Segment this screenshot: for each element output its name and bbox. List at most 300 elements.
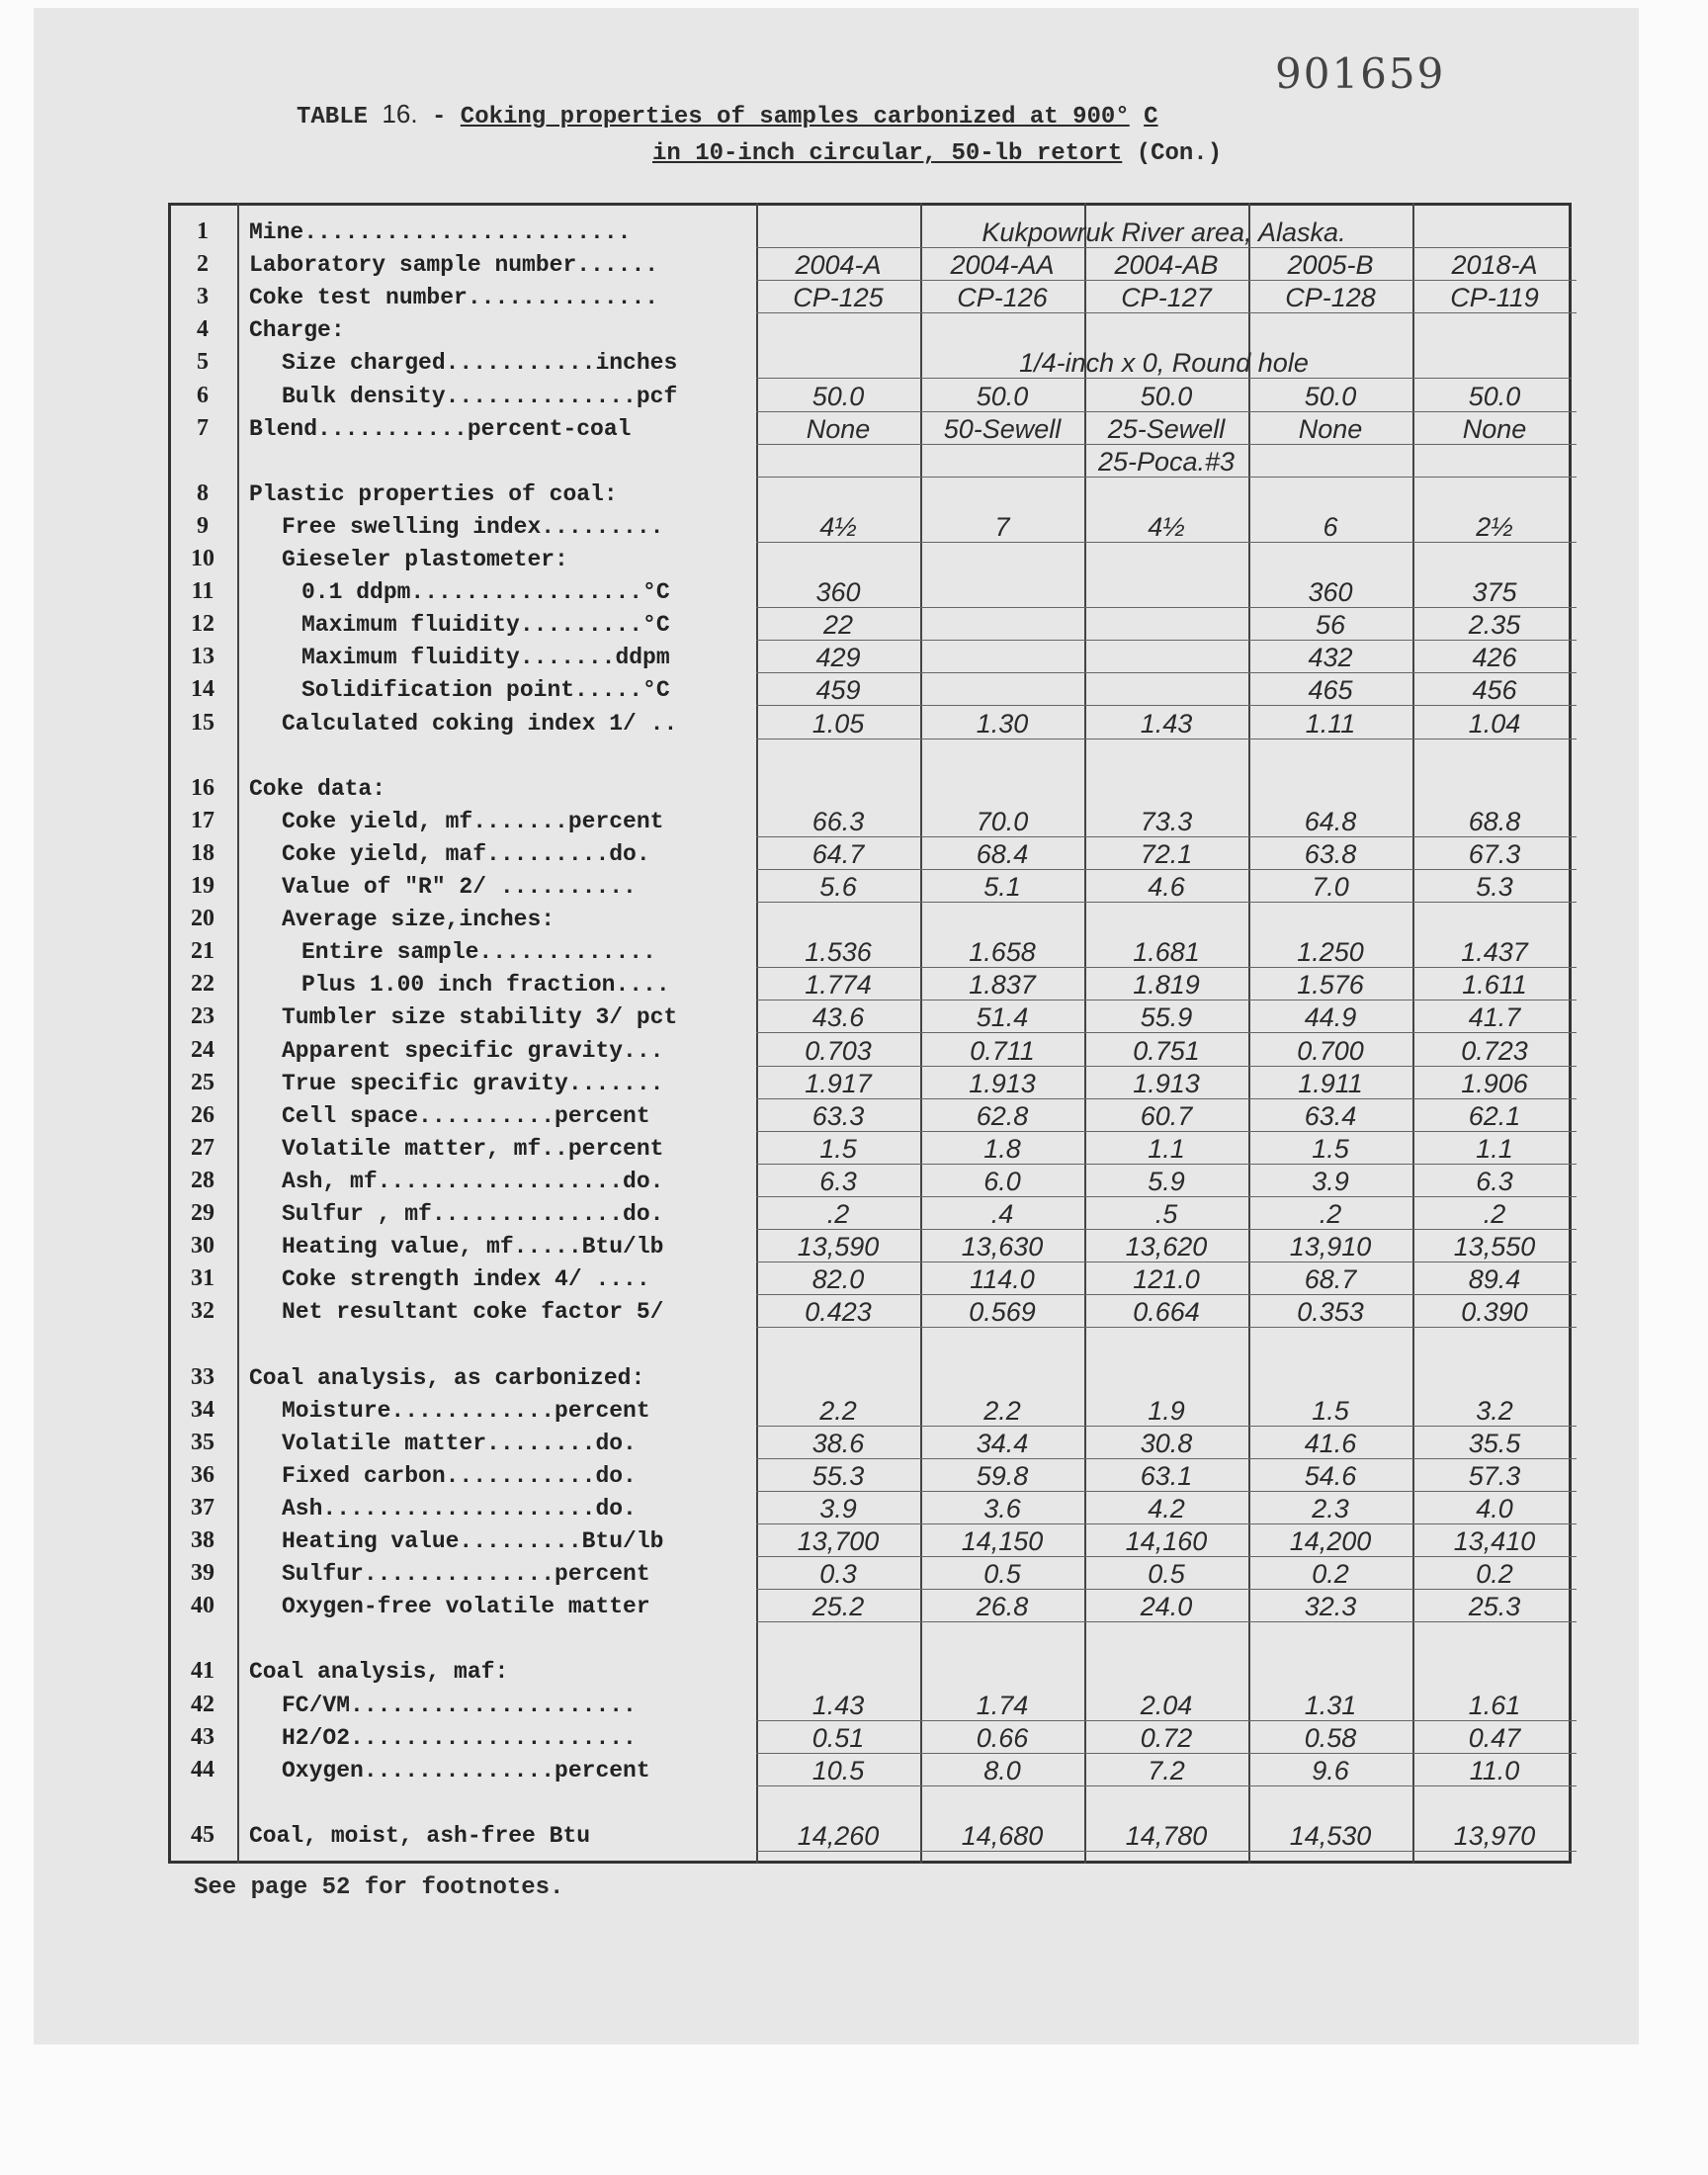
row-number: 22 — [191, 971, 214, 998]
title-dash: - — [431, 104, 447, 130]
spanning-value: 1/4-inch x 0, Round hole — [756, 348, 1572, 379]
row-number: 21 — [191, 938, 214, 965]
row-number: 29 — [191, 1200, 214, 1226]
title-line-2: in 10-inch circular, 50-lb retort — [652, 140, 1123, 167]
row-label: Coke yield, mf.......percent — [282, 808, 664, 834]
value-cell: 68.7 — [1248, 1264, 1412, 1295]
value-cell: 0.66 — [920, 1723, 1084, 1754]
value-cell: 50.0 — [756, 382, 920, 412]
value-cell: 465 — [1248, 675, 1412, 706]
value-cell: 10.5 — [756, 1756, 920, 1786]
row-label: Ash....................do. — [282, 1495, 637, 1522]
value-cell: 426 — [1412, 643, 1577, 673]
row-number: 40 — [191, 1593, 214, 1619]
row-number: 45 — [191, 1821, 214, 1848]
value-cell: 2004-A — [756, 250, 920, 281]
row-label: Coke strength index 4/ .... — [282, 1266, 650, 1293]
row-label: Apparent specific gravity... — [282, 1037, 664, 1064]
row-number: 13 — [191, 644, 214, 670]
table-row — [168, 1819, 1572, 1852]
value-cell: 82.0 — [756, 1264, 920, 1295]
row-label: Ash, mf..................do. — [282, 1168, 664, 1194]
value-cell: CP-125 — [756, 283, 920, 313]
value-cell: 14,530 — [1248, 1821, 1412, 1852]
value-cell: 13,410 — [1412, 1526, 1577, 1557]
row-label: Volatile matter........do. — [282, 1430, 637, 1456]
value-cell: 0.72 — [1084, 1723, 1248, 1754]
value-cell: 0.700 — [1248, 1036, 1412, 1067]
value-cell: 63.4 — [1248, 1101, 1412, 1132]
row-label: Sulfur..............percent — [282, 1561, 650, 1588]
row-label: Mine........................ — [249, 219, 632, 245]
table-row — [168, 1328, 1572, 1360]
value-cell: 2.2 — [920, 1396, 1084, 1427]
value-cell: 60.7 — [1084, 1101, 1248, 1132]
value-cell: 59.8 — [920, 1461, 1084, 1492]
table-row — [168, 412, 1572, 445]
value-cell: 1.31 — [1248, 1691, 1412, 1721]
value-cell — [1084, 610, 1248, 641]
value-cell: 7.2 — [1084, 1756, 1248, 1786]
value-cell: 6.3 — [756, 1167, 920, 1197]
row-number: 32 — [191, 1298, 214, 1325]
value-cell: 1.913 — [920, 1069, 1084, 1099]
value-cell — [1084, 675, 1248, 706]
value-cell — [920, 447, 1084, 478]
value-cell: 1.774 — [756, 970, 920, 1000]
row-label: Value of "R" 2/ .......... — [282, 874, 637, 900]
value-cell: 1.911 — [1248, 1069, 1412, 1099]
value-cell: .2 — [1248, 1199, 1412, 1230]
value-cell: 73.3 — [1084, 807, 1248, 837]
row-number: 20 — [191, 906, 214, 932]
value-cell: 55.3 — [756, 1461, 920, 1492]
table-row — [168, 870, 1572, 903]
table-title-continued — [652, 140, 1344, 180]
table-row — [168, 837, 1572, 870]
row-label: Solidification point.....°C — [301, 677, 670, 704]
value-cell: 13,550 — [1412, 1232, 1577, 1262]
value-cell: 459 — [756, 675, 920, 706]
row-label: Tumbler size stability 3/ pct — [282, 1004, 678, 1031]
row-label: Coal analysis, maf: — [249, 1659, 509, 1686]
table-number: 16. — [382, 99, 418, 129]
value-cell: 7 — [920, 512, 1084, 543]
table-row — [168, 248, 1572, 281]
row-number: 37 — [191, 1494, 214, 1521]
row-number: 4 — [197, 316, 209, 343]
value-cell: 24.0 — [1084, 1592, 1248, 1622]
value-cell: 13,630 — [920, 1232, 1084, 1262]
table-row — [168, 1262, 1572, 1295]
table-row — [168, 1524, 1572, 1557]
row-label: Coal, moist, ash-free Btu — [249, 1822, 591, 1849]
row-label: Calculated coking index 1/ .. — [282, 710, 678, 737]
spanning-value: Kukpowruk River area, Alaska. — [756, 218, 1572, 248]
table-row — [168, 1034, 1572, 1067]
value-cell: 13,970 — [1412, 1821, 1577, 1852]
table-row — [168, 445, 1572, 478]
table-row — [168, 1786, 1572, 1819]
row-label: Coke test number.............. — [249, 285, 659, 311]
value-cell: 1.43 — [1084, 709, 1248, 740]
row-number: 8 — [197, 479, 209, 506]
value-cell: 5.3 — [1412, 872, 1577, 903]
row-number: 28 — [191, 1167, 214, 1193]
value-cell: 50.0 — [920, 382, 1084, 412]
row-label: Heating value.........Btu/lb — [282, 1528, 664, 1554]
row-number: 5 — [197, 349, 209, 376]
value-cell: 63.1 — [1084, 1461, 1248, 1492]
value-cell: 41.7 — [1412, 1002, 1577, 1033]
table-title — [297, 99, 1384, 138]
value-cell: 50.0 — [1248, 382, 1412, 412]
value-cell: 1.5 — [756, 1134, 920, 1165]
table-row — [168, 281, 1572, 313]
value-cell: 3.9 — [756, 1494, 920, 1524]
table-row — [168, 641, 1572, 673]
value-cell — [920, 577, 1084, 608]
table-row — [168, 1230, 1572, 1262]
value-cell: 62.8 — [920, 1101, 1084, 1132]
value-cell: 0.390 — [1412, 1297, 1577, 1328]
table-row — [168, 772, 1572, 805]
value-cell: 8.0 — [920, 1756, 1084, 1786]
value-cell: 32.3 — [1248, 1592, 1412, 1622]
value-cell: 4½ — [1084, 512, 1248, 543]
row-label: H2/O2..................... — [282, 1724, 637, 1751]
value-cell: 5.9 — [1084, 1167, 1248, 1197]
row-label: Oxygen-free volatile matter — [282, 1594, 650, 1620]
row-number: 44 — [191, 1756, 214, 1783]
value-cell: 432 — [1248, 643, 1412, 673]
value-cell — [1084, 577, 1248, 608]
value-cell: 14,680 — [920, 1821, 1084, 1852]
value-cell: 5.1 — [920, 872, 1084, 903]
value-cell: 2.2 — [756, 1396, 920, 1427]
row-number: 33 — [191, 1363, 214, 1390]
table-row — [168, 543, 1572, 575]
value-cell: CP-126 — [920, 283, 1084, 313]
value-cell: .2 — [756, 1199, 920, 1230]
table-row — [168, 1689, 1572, 1721]
row-label: Net resultant coke factor 5/ — [282, 1299, 664, 1326]
value-cell: 1.658 — [920, 937, 1084, 968]
value-cell: 114.0 — [920, 1264, 1084, 1295]
row-number: 10 — [191, 546, 214, 571]
row-label: Bulk density..............pcf — [282, 383, 678, 409]
table-row — [168, 1132, 1572, 1165]
row-number: 1 — [197, 218, 209, 244]
value-cell: 0.47 — [1412, 1723, 1577, 1754]
row-number: 2 — [197, 251, 209, 278]
table-row — [168, 1295, 1572, 1328]
row-label: Free swelling index......... — [282, 513, 664, 540]
table-row — [168, 968, 1572, 1000]
row-number: 34 — [191, 1396, 214, 1423]
value-cell: 72.1 — [1084, 839, 1248, 870]
value-cell: 1.05 — [756, 709, 920, 740]
row-number: 16 — [191, 774, 214, 801]
value-cell: 66.3 — [756, 807, 920, 837]
value-cell — [1084, 643, 1248, 673]
row-number: 24 — [191, 1036, 214, 1063]
value-cell: 11.0 — [1412, 1756, 1577, 1786]
value-cell: 1.536 — [756, 937, 920, 968]
value-cell: 14,150 — [920, 1526, 1084, 1557]
value-cell: 14,780 — [1084, 1821, 1248, 1852]
row-label: Fixed carbon...........do. — [282, 1462, 637, 1489]
value-cell — [920, 675, 1084, 706]
value-cell: CP-127 — [1084, 283, 1248, 313]
value-cell: 0.751 — [1084, 1036, 1248, 1067]
value-cell: 360 — [1248, 577, 1412, 608]
table-row — [168, 380, 1572, 412]
value-cell — [920, 643, 1084, 673]
value-cell: 13,620 — [1084, 1232, 1248, 1262]
table-row — [168, 1492, 1572, 1524]
value-cell: CP-128 — [1248, 283, 1412, 313]
value-cell: 2005-B — [1248, 250, 1412, 281]
value-cell: 0.569 — [920, 1297, 1084, 1328]
value-cell: 13,700 — [756, 1526, 920, 1557]
row-label: Coke yield, maf.........do. — [282, 840, 650, 867]
value-cell: 2004-AB — [1084, 250, 1248, 281]
value-cell: 43.6 — [756, 1002, 920, 1033]
title-unit: C — [1144, 104, 1158, 130]
value-cell: 1.11 — [1248, 709, 1412, 740]
table-row — [168, 1099, 1572, 1132]
value-cell: 0.423 — [756, 1297, 920, 1328]
row-number: 11 — [191, 578, 214, 605]
value-cell: 6.0 — [920, 1167, 1084, 1197]
value-cell: 4.2 — [1084, 1494, 1248, 1524]
row-label: True specific gravity....... — [282, 1070, 664, 1096]
value-cell: 1.5 — [1248, 1134, 1412, 1165]
value-cell: 4.0 — [1412, 1494, 1577, 1524]
value-cell: 62.1 — [1412, 1101, 1577, 1132]
footnote: See page 52 for footnotes. — [194, 1874, 564, 1901]
value-cell: 50.0 — [1412, 382, 1577, 412]
value-cell: 3.9 — [1248, 1167, 1412, 1197]
value-cell: 68.4 — [920, 839, 1084, 870]
row-label: Plastic properties of coal: — [249, 480, 618, 507]
value-cell: 2018-A — [1412, 250, 1577, 281]
value-cell: 1.04 — [1412, 709, 1577, 740]
row-number: 17 — [191, 807, 214, 833]
table-label: TABLE — [297, 104, 369, 130]
value-cell: 68.8 — [1412, 807, 1577, 837]
value-cell: 3.2 — [1412, 1396, 1577, 1427]
row-label: Entire sample............. — [301, 939, 656, 966]
row-number: 35 — [191, 1429, 214, 1455]
value-cell: 2004-AA — [920, 250, 1084, 281]
row-number: 19 — [191, 873, 214, 899]
table-row — [168, 1427, 1572, 1459]
value-cell: 70.0 — [920, 807, 1084, 837]
value-cell: 1.437 — [1412, 937, 1577, 968]
row-label: Gieseler plastometer: — [282, 547, 568, 572]
table-row — [168, 1394, 1572, 1427]
row-number: 41 — [191, 1658, 214, 1685]
row-label: Charge: — [249, 317, 345, 344]
value-cell: 0.5 — [1084, 1559, 1248, 1590]
value-cell: 51.4 — [920, 1002, 1084, 1033]
table-row — [168, 1557, 1572, 1590]
row-number: 38 — [191, 1527, 214, 1553]
value-cell: 4.6 — [1084, 872, 1248, 903]
title-suffix: (Con.) — [1136, 140, 1223, 167]
row-label: Maximum fluidity.......ddpm — [301, 645, 670, 671]
table-row — [168, 1067, 1572, 1099]
value-cell: 1.837 — [920, 970, 1084, 1000]
value-cell: 1.576 — [1248, 970, 1412, 1000]
row-number: 42 — [191, 1691, 214, 1717]
value-cell: 0.3 — [756, 1559, 920, 1590]
value-cell: 1.61 — [1412, 1691, 1577, 1721]
value-cell: 50.0 — [1084, 382, 1248, 412]
table-row — [168, 1000, 1572, 1033]
table-row — [168, 510, 1572, 543]
value-cell — [920, 610, 1084, 641]
row-label: Heating value, mf.....Btu/lb — [282, 1234, 664, 1261]
value-cell: 64.8 — [1248, 807, 1412, 837]
value-cell: 30.8 — [1084, 1429, 1248, 1459]
row-label: Laboratory sample number...... — [249, 252, 659, 279]
table-row — [168, 1721, 1572, 1754]
value-cell: 1.681 — [1084, 937, 1248, 968]
value-cell: 1.913 — [1084, 1069, 1248, 1099]
value-cell: 1.74 — [920, 1691, 1084, 1721]
row-label: Volatile matter, mf..percent — [282, 1135, 664, 1162]
value-cell: 2½ — [1412, 512, 1577, 543]
value-cell: 456 — [1412, 675, 1577, 706]
row-number: 14 — [191, 676, 214, 703]
value-cell: 7.0 — [1248, 872, 1412, 903]
table-row — [168, 1622, 1572, 1655]
value-cell: 67.3 — [1412, 839, 1577, 870]
table-row — [168, 1754, 1572, 1786]
row-label: Cell space..........percent — [282, 1102, 650, 1129]
table-row — [168, 1361, 1572, 1394]
value-cell: None — [1248, 414, 1412, 445]
value-cell: 50-Sewell — [920, 414, 1084, 445]
row-number: 39 — [191, 1560, 214, 1587]
title-line-1: Coking properties of samples carbonized at 900° — [460, 104, 1130, 130]
row-number: 12 — [191, 611, 214, 638]
value-cell: 1.9 — [1084, 1396, 1248, 1427]
table-row — [168, 707, 1572, 740]
value-cell: 1.1 — [1412, 1134, 1577, 1165]
row-label: Plus 1.00 inch fraction.... — [301, 972, 670, 999]
row-label: Sulfur , mf..............do. — [282, 1201, 664, 1227]
row-number: 3 — [197, 284, 209, 310]
row-number: 15 — [191, 709, 214, 736]
value-cell: 35.5 — [1412, 1429, 1577, 1459]
table-row — [168, 903, 1572, 935]
value-cell: 64.7 — [756, 839, 920, 870]
value-cell: 0.58 — [1248, 1723, 1412, 1754]
row-label: Coal analysis, as carbonized: — [249, 1364, 645, 1391]
row-number: 25 — [191, 1069, 214, 1095]
value-cell: .2 — [1412, 1199, 1577, 1230]
table-row — [168, 575, 1572, 608]
value-cell: 38.6 — [756, 1429, 920, 1459]
value-cell: 1.906 — [1412, 1069, 1577, 1099]
row-number: 27 — [191, 1134, 214, 1161]
value-cell: 63.3 — [756, 1101, 920, 1132]
doc-number-main: 9016 — [1275, 49, 1389, 98]
value-cell: 429 — [756, 643, 920, 673]
value-cell: 14,260 — [756, 1821, 920, 1852]
value-cell: 1.30 — [920, 709, 1084, 740]
row-label: Coke data: — [249, 775, 386, 802]
value-cell: 6 — [1248, 512, 1412, 543]
table-row — [168, 313, 1572, 346]
value-cell: 25.2 — [756, 1592, 920, 1622]
table-row — [168, 608, 1572, 641]
value-cell: 0.2 — [1248, 1559, 1412, 1590]
value-cell: 2.3 — [1248, 1494, 1412, 1524]
table-row — [168, 805, 1572, 837]
value-cell: 375 — [1412, 577, 1577, 608]
table-row — [168, 478, 1572, 510]
value-cell: None — [756, 414, 920, 445]
value-cell: 0.2 — [1412, 1559, 1577, 1590]
value-cell: .4 — [920, 1199, 1084, 1230]
value-cell: 54.6 — [1248, 1461, 1412, 1492]
table-row — [168, 1459, 1572, 1492]
row-number: 23 — [191, 1003, 214, 1030]
value-cell: CP-119 — [1412, 283, 1577, 313]
value-cell: 6.3 — [1412, 1167, 1577, 1197]
value-cell: 1.1 — [1084, 1134, 1248, 1165]
table-row — [168, 1655, 1572, 1688]
value-cell — [1248, 447, 1412, 478]
value-cell: 13,910 — [1248, 1232, 1412, 1262]
value-cell: None — [1412, 414, 1577, 445]
row-number: 18 — [191, 839, 214, 866]
value-cell: 1.611 — [1412, 970, 1577, 1000]
value-cell: 14,200 — [1248, 1526, 1412, 1557]
value-cell: 0.703 — [756, 1036, 920, 1067]
doc-number-suffix: 59 — [1388, 49, 1446, 98]
row-number: 26 — [191, 1101, 214, 1128]
value-cell: 13,590 — [756, 1232, 920, 1262]
table-row — [168, 935, 1572, 968]
value-cell: 9.6 — [1248, 1756, 1412, 1786]
value-cell: 1.250 — [1248, 937, 1412, 968]
value-cell: 3.6 — [920, 1494, 1084, 1524]
row-label: Size charged...........inches — [282, 350, 678, 377]
value-cell: 0.711 — [920, 1036, 1084, 1067]
table-row — [168, 1197, 1572, 1230]
row-label: 0.1 ddpm.................°C — [301, 579, 670, 606]
value-cell: 121.0 — [1084, 1264, 1248, 1295]
value-cell: 89.4 — [1412, 1264, 1577, 1295]
row-label: Maximum fluidity.........°C — [301, 612, 670, 639]
value-cell: 0.723 — [1412, 1036, 1577, 1067]
value-cell: 0.664 — [1084, 1297, 1248, 1328]
value-cell: 1.43 — [756, 1691, 920, 1721]
value-cell — [1412, 447, 1577, 478]
row-label: FC/VM..................... — [282, 1692, 637, 1718]
table-row — [168, 673, 1572, 706]
table-row — [168, 740, 1572, 772]
value-cell: 1.8 — [920, 1134, 1084, 1165]
value-cell: 14,160 — [1084, 1526, 1248, 1557]
value-cell: 2.35 — [1412, 610, 1577, 641]
